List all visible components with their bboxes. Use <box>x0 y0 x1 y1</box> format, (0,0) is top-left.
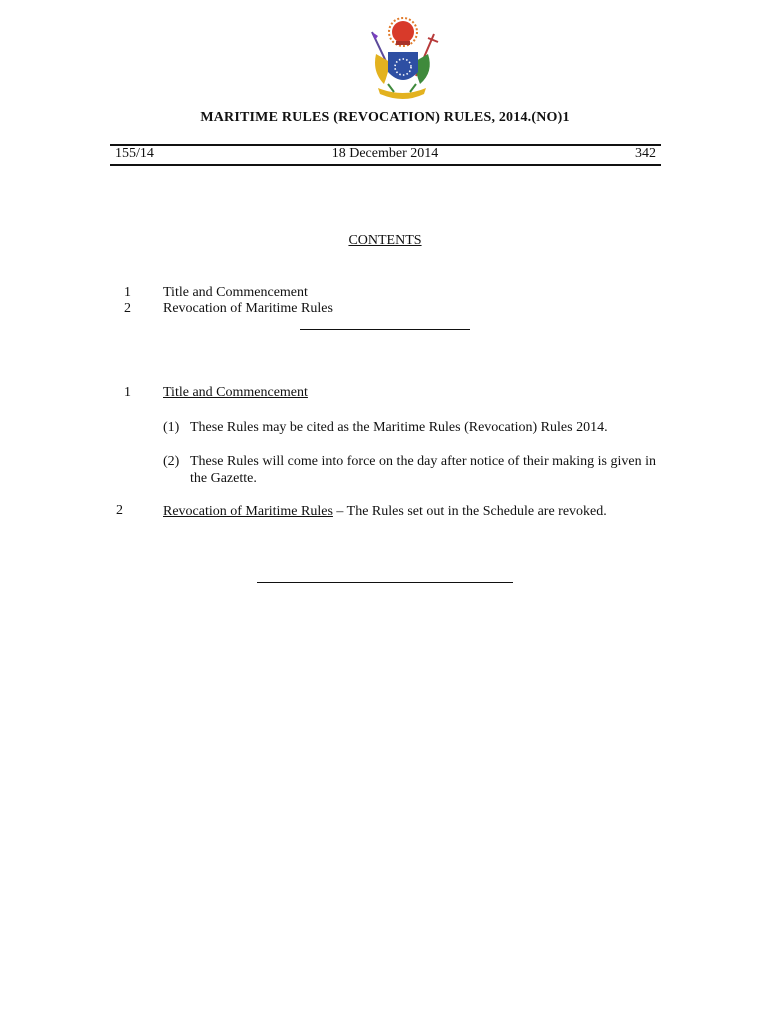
coat-of-arms-emblem <box>362 14 442 104</box>
gazette-date: 18 December 2014 <box>331 146 439 161</box>
subsection-2-marker: (2) <box>163 454 180 469</box>
section-2-paragraph <box>163 503 654 520</box>
header-bottom-rule <box>110 164 661 166</box>
section-1-heading: Title and Commencement <box>163 385 308 400</box>
end-divider <box>257 582 513 583</box>
toc-item-title-and-commencement: Title and Commencement <box>163 285 308 300</box>
toc-item-number: 2 <box>124 301 131 316</box>
subsection-1-text: These Rules may be cited as the Maritime Rules (Revocation) Rules 2014. <box>190 420 608 435</box>
subsection-1-marker: (1) <box>163 420 180 435</box>
toc-item-number: 1 <box>124 285 131 300</box>
document-title: MARITIME RULES (REVOCATION) RULES, 2014.(NO)1 <box>200 110 570 125</box>
sun-crest-icon <box>389 18 417 46</box>
contents-heading: CONTENTS <box>348 233 422 248</box>
gazette-number: 155/14 <box>115 146 154 161</box>
section-1-number: 1 <box>124 385 131 400</box>
section-2-number: 2 <box>116 503 123 518</box>
section-2-heading: Revocation of Maritime Rules <box>163 504 333 519</box>
subsection-2-text: These Rules will come into force on the day after notice of their making is given in the Gazette. <box>190 454 656 486</box>
section-2-text: – The Rules set out in the Schedule are revoked. <box>332 504 607 519</box>
toc-item-revocation: Revocation of Maritime Rules <box>163 301 333 316</box>
page-number: 342 <box>635 146 656 161</box>
contents-divider <box>300 329 470 330</box>
